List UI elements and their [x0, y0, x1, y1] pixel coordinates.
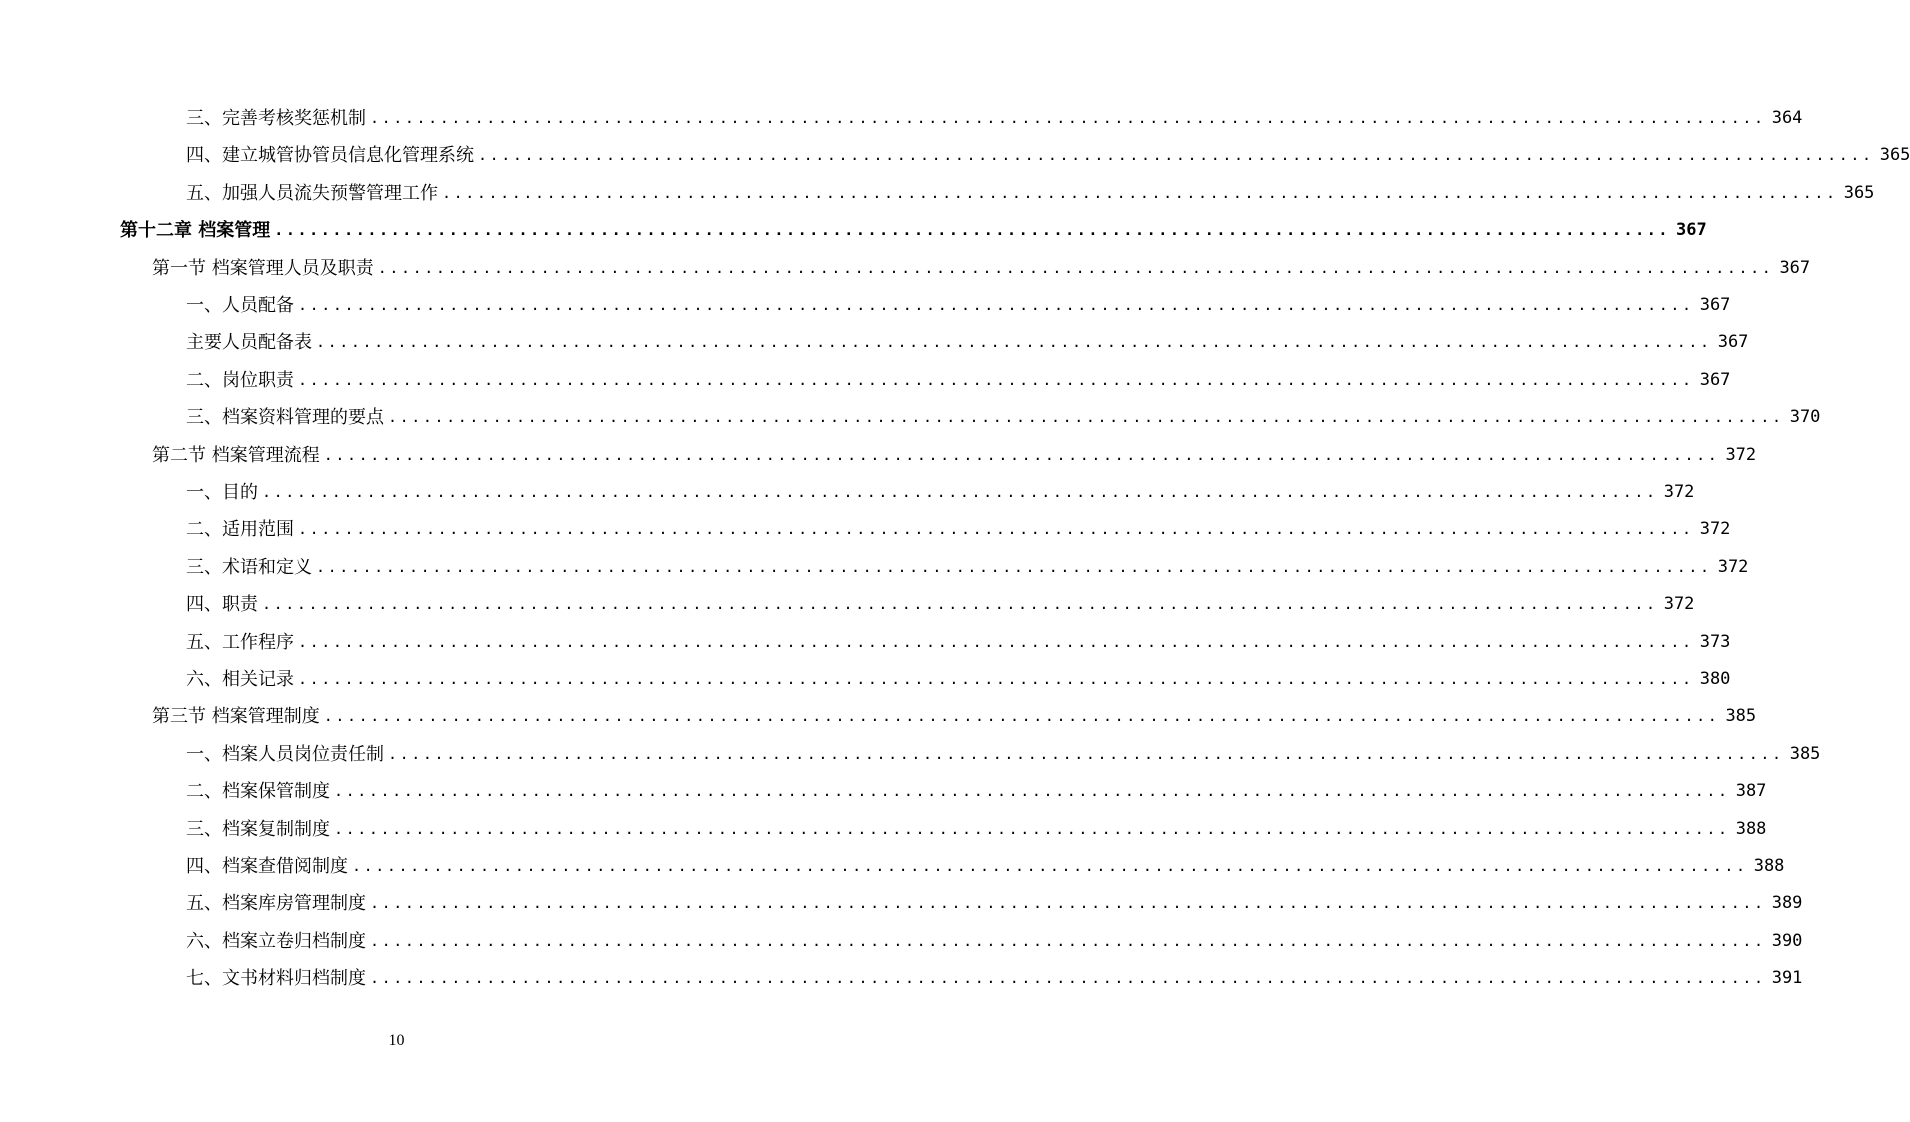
dot-leader: ........................................................................................................................ [298, 670, 1694, 688]
toc-entry[interactable] [186, 923, 1803, 960]
toc-entry-title: 第十二章 档案管理 [120, 220, 271, 242]
toc-entry[interactable] [186, 960, 1803, 997]
toc-entry[interactable] [186, 399, 1821, 436]
toc-entry-title: 四、档案查借阅制度 [186, 856, 348, 877]
toc-entry-title: 三、完善考核奖惩机制 [186, 108, 366, 129]
toc-entry-title: 四、建立城管协管员信息化管理系统 [186, 145, 474, 167]
toc-entry-page: 380 [1699, 669, 1731, 689]
toc-entry[interactable] [186, 586, 1695, 623]
toc-entry-title: 六、档案立卷归档制度 [186, 930, 366, 952]
toc-entry-page: 367 [1779, 257, 1811, 278]
toc-entry-page: 367 [1699, 369, 1731, 390]
toc-entry[interactable] [120, 212, 1707, 249]
toc-entry-title: 第二节 档案管理流程 [152, 444, 320, 466]
dot-leader: ........................................................................................................................ [388, 408, 1784, 427]
toc-entry-page: 385 [1725, 706, 1757, 727]
toc-entry-page: 367 [1675, 220, 1707, 241]
toc-entry[interactable] [186, 100, 1803, 137]
toc-entry[interactable] [152, 437, 1757, 474]
toc-entry[interactable] [186, 511, 1731, 548]
toc-entry-title: 二、档案保管制度 [186, 781, 330, 803]
dot-leader: ........................................................................................................................ [298, 520, 1694, 539]
dot-leader: ........................................................................................................................ [298, 370, 1694, 389]
toc-entry-title: 一、人员配备 [186, 295, 294, 316]
toc-entry-page: 391 [1771, 968, 1803, 989]
toc-entry-page: 373 [1699, 631, 1731, 652]
toc-entry[interactable] [152, 250, 1811, 287]
toc-entry-title: 七、文书材料归档制度 [186, 968, 366, 990]
toc-entry-page: 365 [1843, 182, 1875, 203]
toc-entry[interactable] [186, 624, 1731, 661]
toc-entry-page: 388 [1753, 856, 1785, 876]
toc-entry-page: 372 [1725, 444, 1757, 465]
toc-entry[interactable] [186, 362, 1731, 399]
dot-leader: ........................................................................................................................ [316, 557, 1712, 576]
toc-entry-page: 390 [1771, 930, 1803, 951]
dot-leader: ........................................................................................................................ [370, 109, 1766, 127]
toc-entry-title: 第一节 档案管理人员及职责 [152, 257, 374, 279]
toc-entry-page: 389 [1771, 893, 1803, 914]
toc-entry[interactable] [186, 773, 1767, 810]
dot-leader: ........................................................................................................................ [323, 707, 1720, 726]
toc-entry-title: 一、档案人员岗位责任制 [186, 743, 384, 765]
toc-entry-page: 372 [1717, 556, 1749, 577]
toc-entry[interactable] [186, 474, 1695, 511]
dot-leader: ........................................................................................................................ [323, 445, 1720, 464]
dot-leader: ........................................................................................................................ [298, 296, 1694, 314]
dot-leader: ........................................................................................................................ [377, 258, 1774, 277]
dot-leader: ........................................................................................................................ [478, 146, 1874, 165]
toc-entry[interactable] [186, 661, 1731, 698]
dot-leader: ........................................................................................................................ [388, 744, 1784, 763]
toc-entry-title: 五、档案库房管理制度 [186, 893, 366, 915]
toc-entry-title: 二、适用范围 [186, 519, 294, 541]
toc-entry-title: 第三节 档案管理制度 [152, 706, 320, 728]
toc-entry-page: 365 [1879, 145, 1910, 166]
toc-entry-title: 一、目的 [186, 482, 258, 503]
dot-leader: ........................................................................................................................ [316, 333, 1712, 352]
toc-entry-title: 二、岗位职责 [186, 369, 294, 391]
dot-leader: ........................................................................................................................ [370, 894, 1766, 913]
toc-entry-title: 六、相关记录 [186, 669, 294, 690]
page-number: 10 [388, 1032, 405, 1049]
toc-entry-title: 五、加强人员流失预警管理工作 [186, 182, 438, 204]
dot-leader: ........................................................................................................................ [334, 782, 1730, 801]
toc-entry[interactable] [186, 287, 1731, 324]
toc-entry-page: 387 [1735, 781, 1767, 802]
toc-entry-title: 三、档案复制制度 [186, 818, 330, 840]
dot-leader: ........................................................................................................................ [262, 483, 1658, 501]
toc-entry-page: 372 [1699, 519, 1731, 540]
dot-leader: ........................................................................................................................ [262, 595, 1658, 614]
toc-entry[interactable] [186, 324, 1749, 361]
toc-entry-title: 三、术语和定义 [186, 556, 312, 578]
dot-leader: ........................................................................................................................ [370, 969, 1766, 988]
toc-entry-page: 364 [1771, 108, 1803, 128]
toc-entry-title: 主要人员配备表 [186, 332, 312, 354]
toc-entry[interactable] [186, 175, 1875, 212]
dot-leader: ........................................................................................................................ [334, 819, 1730, 838]
toc-entry[interactable] [186, 848, 1785, 885]
toc-entry[interactable] [186, 736, 1821, 773]
toc-entry[interactable] [152, 698, 1757, 735]
toc-entry-title: 五、工作程序 [186, 631, 294, 653]
toc-entry-page: 367 [1717, 332, 1749, 353]
dot-leader: ........................................................................................................................ [370, 931, 1766, 950]
toc-entry[interactable] [186, 885, 1803, 922]
toc-entry-page: 385 [1789, 743, 1821, 764]
toc-entry-page: 370 [1789, 407, 1821, 428]
toc-entry[interactable] [186, 137, 1910, 174]
toc-entry[interactable] [186, 811, 1767, 848]
dot-leader: ........................................................................................................................ [274, 221, 1670, 240]
toc-entry-title: 四、职责 [186, 594, 258, 616]
toc-entry-title: 三、档案资料管理的要点 [186, 407, 384, 429]
dot-leader: ........................................................................................................................ [352, 857, 1748, 875]
toc-entry-page: 372 [1663, 594, 1695, 615]
toc-entry[interactable] [186, 549, 1749, 586]
toc-entry-page: 372 [1663, 482, 1695, 502]
toc-entry-page: 388 [1735, 818, 1767, 839]
dot-leader: ........................................................................................................................ [442, 183, 1838, 202]
dot-leader: ........................................................................................................................ [298, 632, 1694, 651]
toc-entry-page: 367 [1699, 295, 1731, 315]
